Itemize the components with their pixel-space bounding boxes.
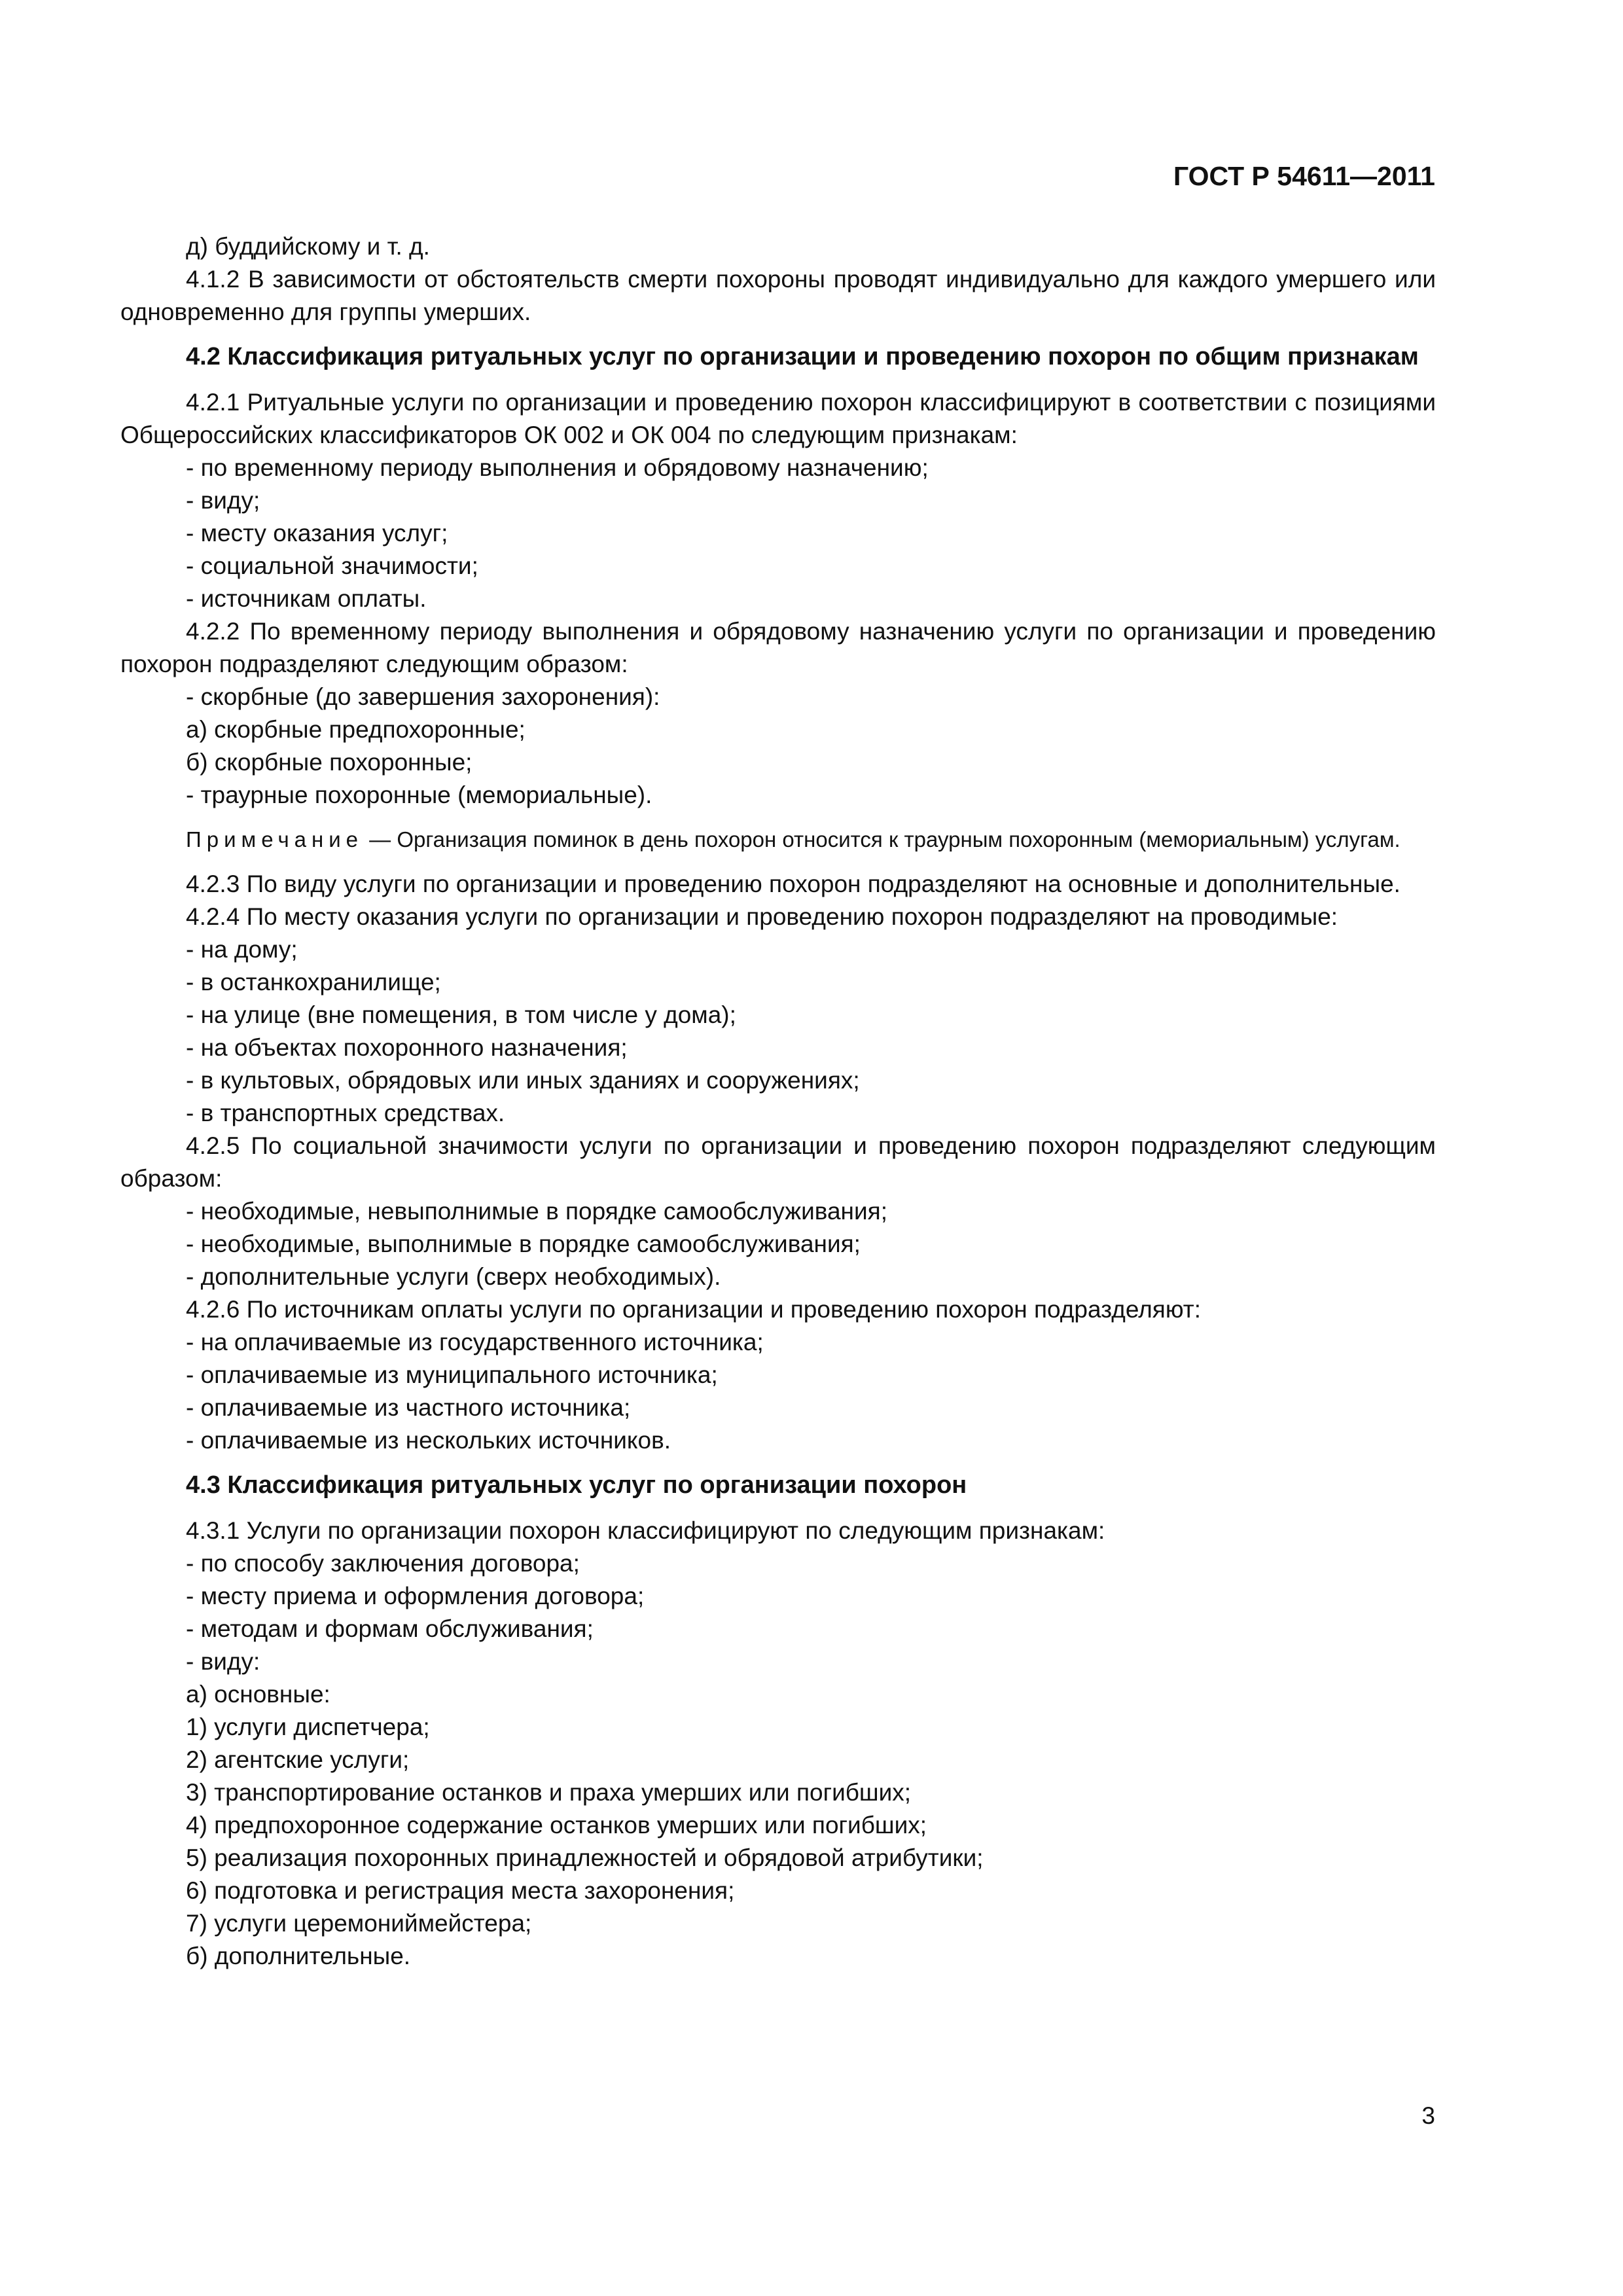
page-number: 3 [1421, 2102, 1435, 2129]
list-item: 7) услуги церемониймейстера; [186, 1910, 532, 1937]
list-item: а) основные: [186, 1681, 330, 1708]
list-item: - в останкохранилище; [186, 969, 441, 996]
list-item: 1) услуги диспетчера; [186, 1713, 430, 1740]
list-item: - на дому; [186, 936, 298, 963]
list-item: - по временному периоду выполнения и обрядовому назначению; [186, 454, 929, 481]
list-item: - необходимые, невыполнимые в порядке самообслуживания; [186, 1198, 887, 1225]
list-item: - траурные похоронные (мемориальные). [186, 781, 652, 808]
list-item: - месту оказания услуг; [186, 520, 448, 547]
list-item: - месту приема и оформления договора; [186, 1583, 645, 1609]
section-heading: 4.2 Классификация ритуальных услуг по организации и проведению похорон по общим признакам [186, 343, 1419, 370]
list-item: д) буддийскому и т. д. [186, 233, 430, 260]
list-item: - дополнительные услуги (сверх необходимых). [186, 1263, 721, 1290]
note-text: — Организация поминок в день похорон относится к траурным похоронным (мемориальным) услугам. [363, 827, 1400, 852]
list-item: - на улице (вне помещения, в том числе у дома); [186, 1001, 736, 1028]
list-item: - оплачиваемые из муниципального источника; [186, 1361, 718, 1388]
paragraph: 4.2.2 По временному периоду выполнения и обрядовому назначению услуги по организации и проведению похорон подразделяют следующим образом: [120, 618, 1436, 677]
list-item: б) дополнительные. [186, 1943, 411, 1969]
list-item: 3) транспортирование останков и праха умерших или погибших; [186, 1779, 912, 1806]
note [120, 825, 1436, 855]
paragraph: 4.2.1 Ритуальные услуги по организации и проведению похорон классифицируют в соответствии с позициями Общероссийских классификаторов ОК 002 и ОК 004 по следующим признакам: [120, 389, 1436, 448]
list-item: - на объектах похоронного назначения; [186, 1034, 628, 1061]
list-item: - в транспортных средствах. [186, 1100, 505, 1126]
list-item: 4) предпохоронное содержание останков умерших или погибших; [186, 1812, 927, 1839]
paragraph: 4.3.1 Услуги по организации похорон классифицируют по следующим признакам: [186, 1517, 1105, 1544]
list-item: 2) агентские услуги; [186, 1746, 410, 1773]
list-item: - источникам оплаты. [186, 585, 427, 612]
document-code: ГОСТ Р 54611—2011 [1173, 161, 1435, 191]
paragraph: 4.2.4 По месту оказания услуги по организации и проведению похорон подразделяют на проводимые: [186, 903, 1338, 930]
list-item: - скорбные (до завершения захоронения): [186, 683, 660, 710]
list-item: - социальной значимости; [186, 552, 478, 579]
list-item: - в культовых, обрядовых или иных зданиях и сооружениях; [186, 1067, 860, 1094]
note-label: Примечание [186, 827, 364, 852]
list-item: - необходимые, выполнимые в порядке самообслуживания; [186, 1230, 861, 1257]
section-heading: 4.3 Классификация ритуальных услуг по организации похорон [186, 1471, 967, 1499]
paragraph: 4.2.5 По социальной значимости услуги по организации и проведению похорон подразделяют следующим образом: [120, 1132, 1436, 1192]
paragraph: 4.2.6 По источникам оплаты услуги по организации и проведению похорон подразделяют: [186, 1296, 1202, 1323]
list-item: 6) подготовка и регистрация места захоронения; [186, 1877, 735, 1904]
paragraph: 4.1.2 В зависимости от обстоятельств смерти похороны проводят индивидуально для каждого умершего или одновременно для группы умерших. [120, 266, 1436, 325]
list-item: - оплачиваемые из нескольких источников. [186, 1427, 671, 1454]
list-item: - на оплачиваемые из государственного источника; [186, 1329, 764, 1355]
list-item: 5) реализация похоронных принадлежностей и обрядовой атрибутики; [186, 1844, 984, 1871]
document-body [120, 230, 1436, 1973]
list-item: - виду: [186, 1648, 260, 1675]
list-item: - методам и формам обслуживания; [186, 1615, 594, 1642]
list-item: - виду; [186, 487, 260, 514]
list-item: а) скорбные предпохоронные; [186, 716, 526, 743]
list-item: - оплачиваемые из частного источника; [186, 1394, 631, 1421]
paragraph: 4.2.3 По виду услуги по организации и проведению похорон подразделяют на основные и дополнительные. [186, 870, 1400, 897]
list-item: - по способу заключения договора; [186, 1550, 580, 1577]
list-item: б) скорбные похоронные; [186, 749, 473, 776]
